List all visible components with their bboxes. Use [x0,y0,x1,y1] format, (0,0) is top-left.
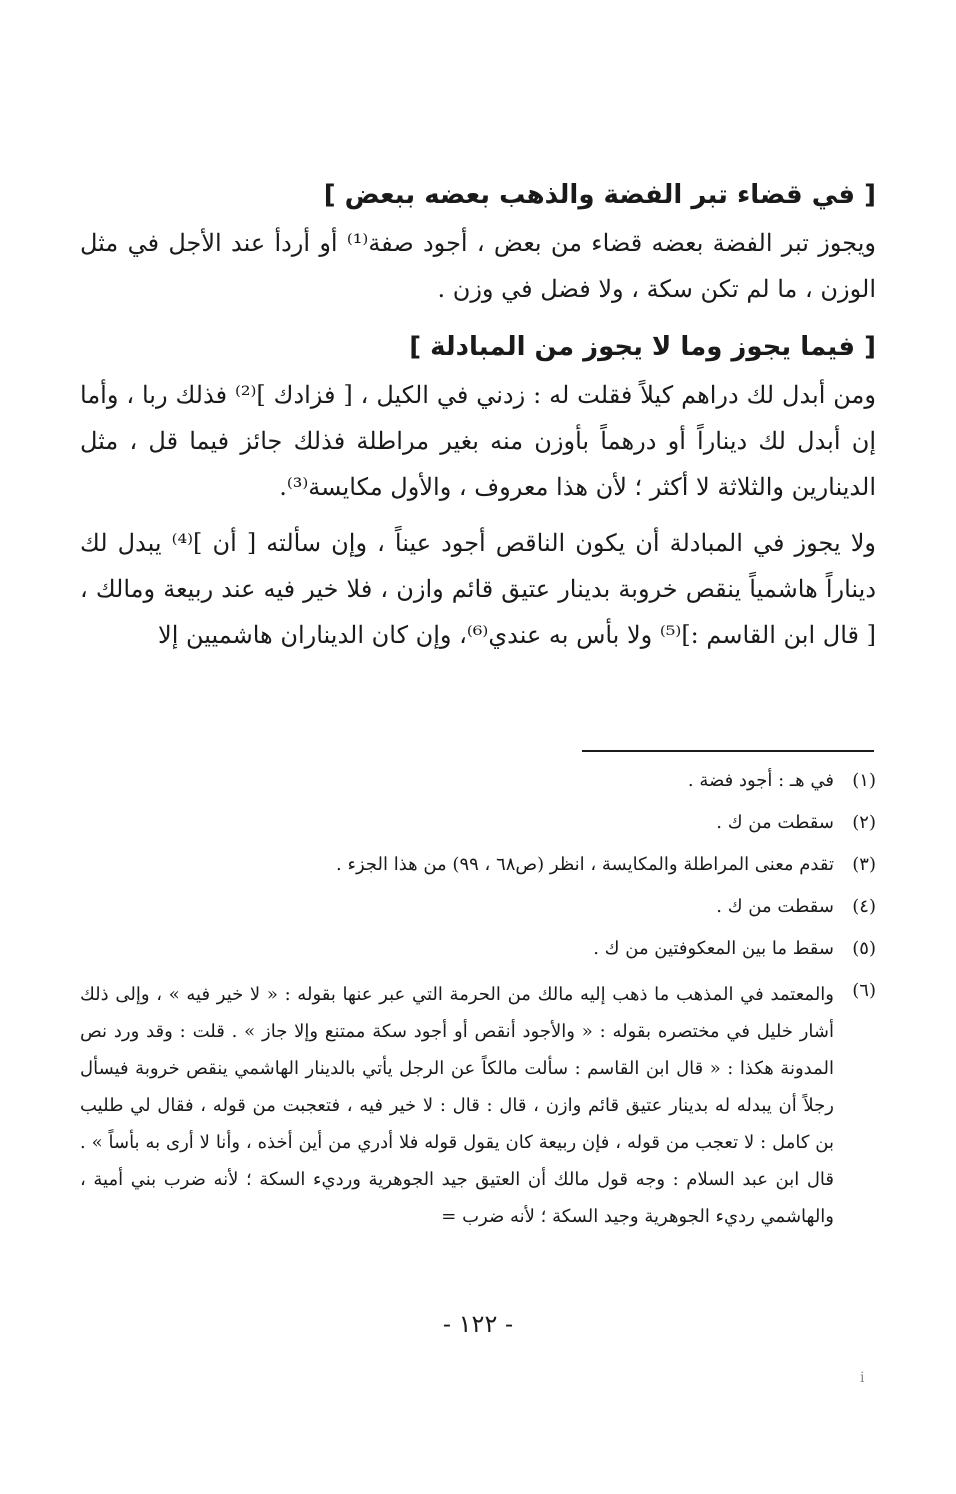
paragraph: ومن أبدل لك دراهم كيلاً فقلت له : زدني في الكيل ، [ فزادك ]⁽²⁾ فذلك ربا ، وأما إن أبدل لك ديناراً أو درهماً بأوزن منه بغير مراطلة فذلك جائز فيما قل ، مثل الدينارين والثلاثة لا أكثر ؛ لأن هذا معروف ، والأول مكايسة⁽³⁾. [80,381,877,501]
page-number: - ١٢٢ - [442,1310,514,1338]
footnote-text: سقط ما بين المعكوفتين من ك . [593,938,834,959]
footnote-text: تقدم معنى المراطلة والمكايسة ، انظر (ص٦٨ ، ٩٩) من هذا الجزء . [336,854,834,875]
footnote-text: سقطت من ك . [716,812,834,833]
footnote-number: (٢) [852,812,876,833]
footnote-number: (٦) [852,980,876,1001]
footnote-divider [582,750,874,752]
footnote-text: في هـ : أجود فضة . [687,770,834,791]
footnote-number: (٤) [852,896,876,917]
footnote [80,892,876,922]
section-heading: [ فيما يجوز وما لا يجوز من المبادلة ] [409,332,876,362]
section-heading: [ في قضاء تبر الفضة والذهب بعضه ببعض ] [323,180,876,210]
footnote [80,808,876,838]
footnote-number: (٥) [852,938,876,959]
footnote-number: (١) [852,770,876,791]
footnote [80,766,876,796]
main-text [80,170,876,668]
footnotes [80,766,876,1247]
paragraph: ولا يجوز في المبادلة أن يكون الناقص أجود عيناً ، وإن سألته [ أن ]⁽⁴⁾ يبدل لك ديناراً هاشمياً ينقص خروبة بدينار عتيق قائم وازن ، فلا خير فيه عند ربيعة ومالك ، [ قال ابن القاسم :]⁽⁵⁾ ولا بأس به عندي⁽⁶⁾، وإن كان الديناران هاشميين إلا [80,529,877,649]
footnote-number: (٣) [852,854,876,875]
footnote [80,934,876,964]
footnote [80,850,876,880]
footnote [80,976,876,1235]
footnote-text: والمعتمد في المذهب ما ذهب إليه مالك من الحرمة التي عبر عنها بقوله : « لا خير فيه » ، وإلى ذلك أشار خليل في مختصره بقوله : « والأجود أنقص أو أجود سكة ممتنع وإلا جاز » . قلت : وقد ورد نص المدونة هكذا : « قال ابن القاسم : سألت مالكاً عن الرجل يأتي بالدينار الهاشمي ينقص خروبة فيسأل رجلاً أن يبدله له بدينار عتيق قائم وازن ، قال : قال : لا خير فيه ، فتعجبت من قوله ، فقال لي طليب بن كامل : لا تعجب من قوله ، فإن ربيعة كان يقول قوله فلا أدري من أين أخذه ، وأنا لا أرى به بأساً » . قال ابن عبد السلام : وجه قول مالك أن العتيق جيد الجوهرية ورديء السكة ؛ لأنه ضرب بني أمية ، والهاشمي رديء الجوهرية وجيد السكة ؛ لأنه ضرب = [80,984,834,1227]
margin-mark: i [860,1370,865,1386]
footnote-text: سقطت من ك . [716,896,834,917]
paragraph: ويجوز تبر الفضة بعضه قضاء من بعض ، أجود صفة⁽¹⁾ أو أردأ عند الأجل في مثل الوزن ، ما لم تكن سكة ، ولا فضل في وزن . [80,229,876,303]
